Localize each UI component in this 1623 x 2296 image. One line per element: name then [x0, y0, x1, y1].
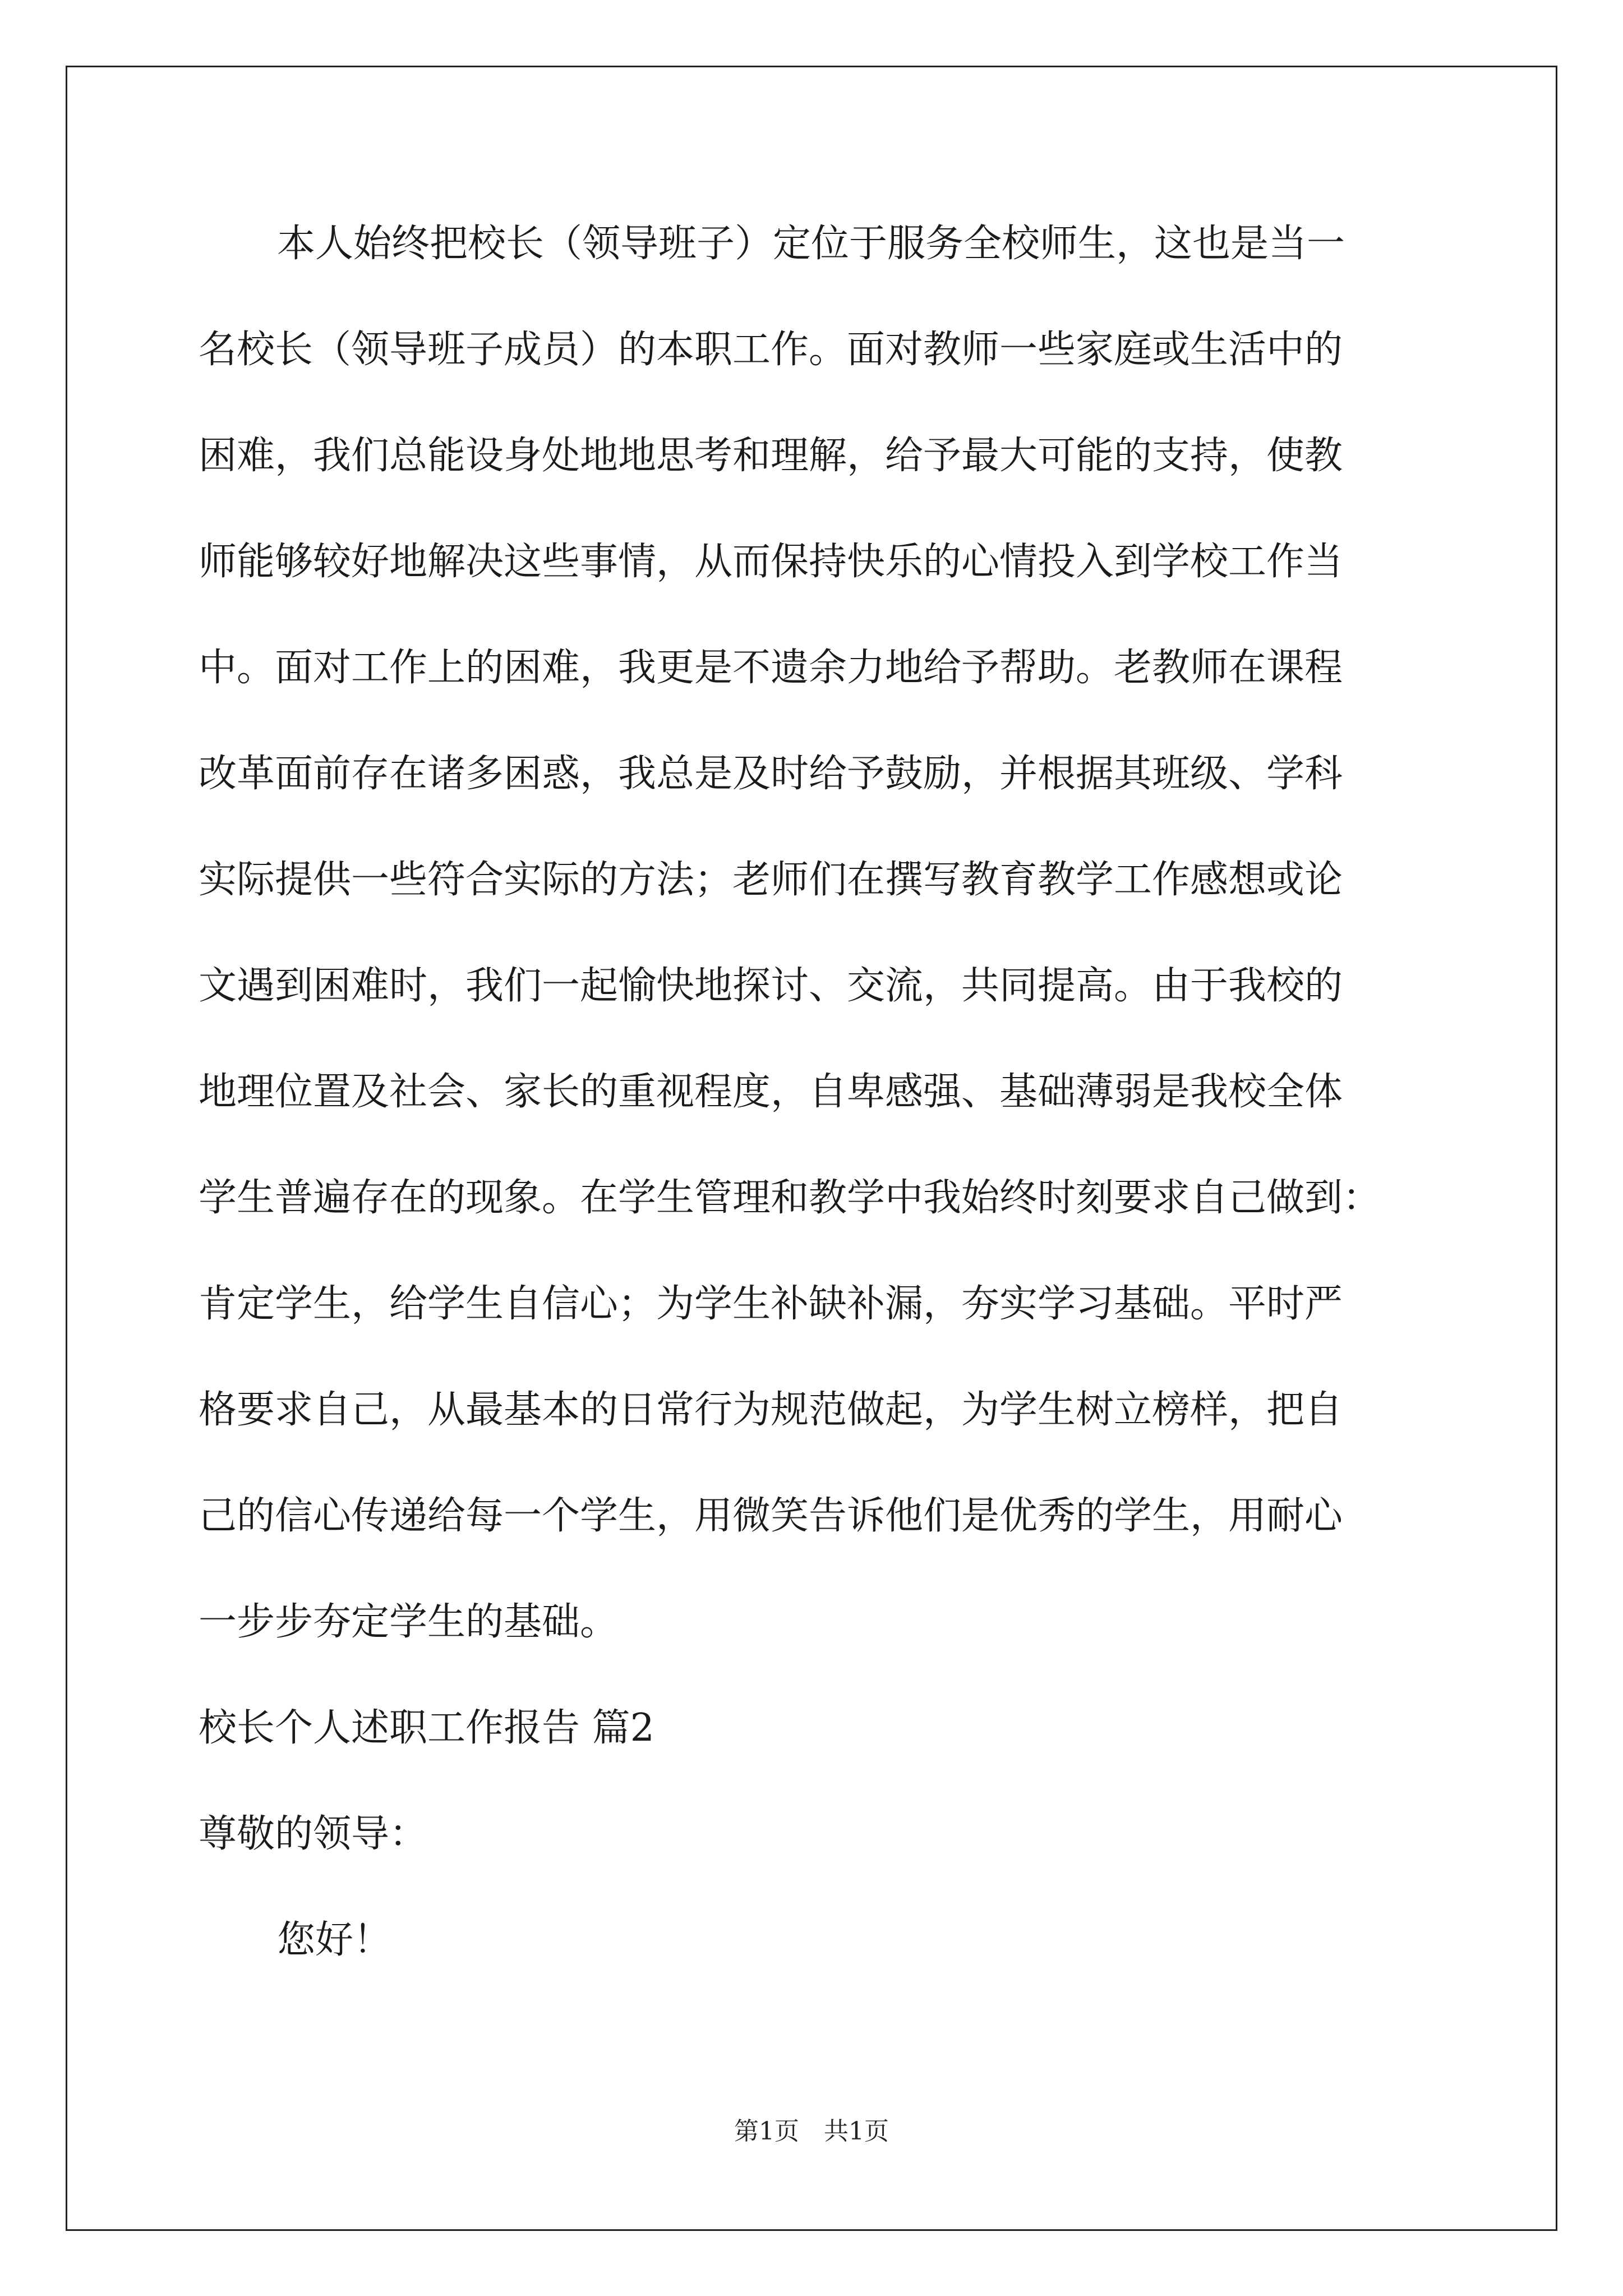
paragraph-line: 己的信心传递给每一个学生，用微笑告诉他们是优秀的学生，用耐心: [199, 1494, 1343, 1538]
paragraph-line: 实际提供一些符合实际的方法；老师们在撰写教育教学工作感想或论: [199, 858, 1343, 902]
section-heading: 校长个人述职工作报告 篇2: [199, 1706, 654, 1750]
paragraph-line: 名校长（领导班子成员）的本职工作。面对教师一些家庭或生活中的: [199, 328, 1343, 372]
paragraph-line: 师能够较好地解决这些事情，从而保持快乐的心情投入到学校工作当: [199, 540, 1343, 584]
paragraph-line: 肯定学生，给学生自信心；为学生补缺补漏，夯实学习基础。平时严: [199, 1282, 1343, 1326]
greeting: 您好！: [277, 1918, 392, 1962]
paragraph-line: 困难，我们总能设身处地地思考和理解，给予最大可能的支持，使教: [199, 434, 1343, 478]
paragraph-line: 改革面前存在诸多困惑，我总是及时给予鼓励，并根据其班级、学科: [199, 752, 1343, 796]
paragraph-line: 地理位置及社会、家长的重视程度，自卑感强、基础薄弱是我校全体: [199, 1070, 1343, 1114]
paragraph-line: 格要求自己，从最基本的日常行为规范做起，为学生树立榜样，把自: [199, 1388, 1343, 1432]
document-body: [199, 210, 1432, 2013]
page-footer: 第1页 共1页: [734, 2117, 889, 2146]
paragraph-line: 学生普遍存在的现象。在学生管理和教学中我始终时刻要求自己做到：: [199, 1176, 1381, 1220]
paragraph-line: 本人始终把校长（领导班子）定位于服务全校师生，这也是当一: [277, 222, 1345, 266]
salutation: 尊敬的领导：: [199, 1812, 428, 1856]
paragraph-line: 一步步夯定学生的基础。: [199, 1600, 619, 1644]
paragraph-line: 中。面对工作上的困难，我更是不遗余力地给予帮助。老教师在课程: [199, 646, 1343, 690]
paragraph-line: 文遇到困难时，我们一起愉快地探讨、交流，共同提高。由于我校的: [199, 964, 1343, 1008]
